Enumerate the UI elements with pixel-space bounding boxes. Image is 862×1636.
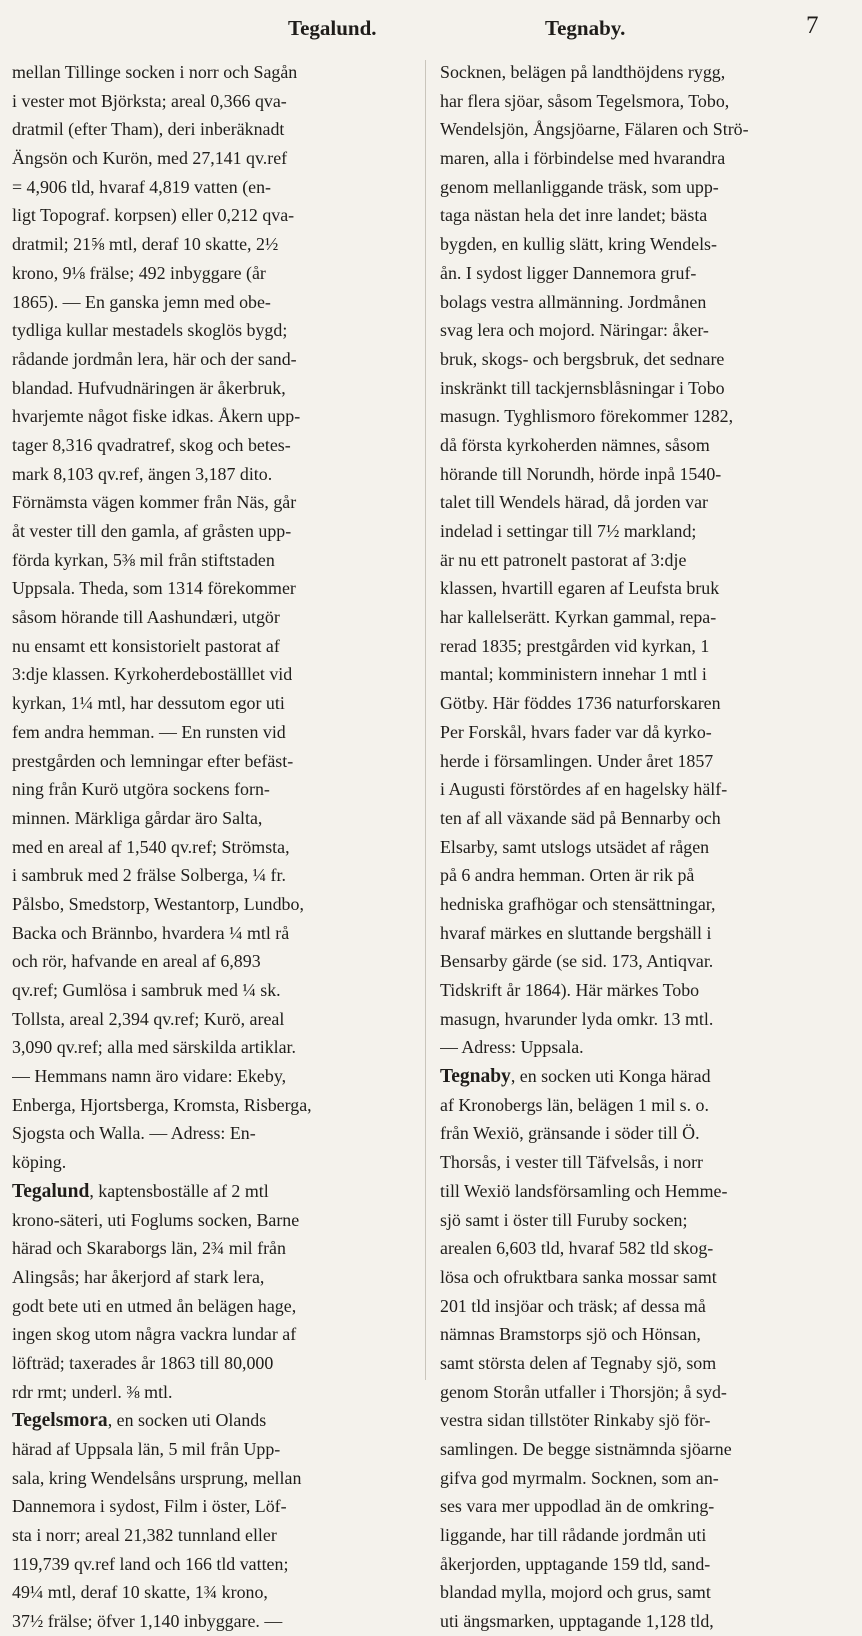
text-line: rdr rmt; underl. ⅜ mtl. <box>12 1381 173 1402</box>
text-line: samt största delen af Tegnaby sjö, som <box>440 1352 717 1373</box>
text-line: blandad mylla, mojord och grus, samt <box>440 1582 711 1603</box>
text-line: hedniska grafhögar och stensättningar, <box>440 893 716 914</box>
text-line: från Wexiö, gränsande i söder till Ö. <box>440 1123 700 1144</box>
text-line: åt vester till den gamla, af gråsten upp- <box>12 521 292 541</box>
text-line: indelad i settingar till 7½ markland; <box>440 521 697 541</box>
text-line: godt bete uti en utmed ån belägen hage, <box>12 1295 297 1316</box>
text-line: tydliga kullar mestadels skoglös bygd; <box>12 320 288 341</box>
text-line: rådande jordmån lera, här och der sand- <box>12 348 297 369</box>
text-line: tager 8,316 qvadratref, skog och betes- <box>12 434 291 455</box>
text-line: Uppsala. Theda, som 1314 förekommer <box>12 578 296 599</box>
text-line: ses vara mer uppodlad än de omkring- <box>440 1496 715 1517</box>
entry-headword: Tegnaby <box>440 1066 511 1088</box>
text-line: maren, alla i förbindelse med hvarandra <box>440 148 726 169</box>
text-line: med en areal af 1,540 qv.ref; Strömsta, <box>12 836 290 857</box>
text-line: Backa och Brännbo, hvardera ¼ mtl rå <box>12 922 290 943</box>
text-line: Elsarby, samt utslogs utsädet af rågen <box>440 836 710 857</box>
running-head-left: Tegalund. <box>288 16 377 40</box>
text-line: krono-säteri, uti Foglums socken, Barne <box>12 1209 300 1230</box>
text-line: hörande till Norundh, hörde inpå 1540- <box>440 463 722 484</box>
text-line: 3,090 qv.ref; alla med särskilda artiklar. <box>12 1037 297 1058</box>
text-line: härad af Uppsala län, 5 mil från Upp- <box>12 1439 281 1459</box>
text-line: ligt Topograf. korpsen) eller 0,212 qva- <box>12 205 295 226</box>
text-line: har flera sjöar, såsom Tegelsmora, Tobo, <box>440 90 730 111</box>
text-line: qv.ref; Gumlösa i sambruk med ¼ sk. <box>12 980 281 1000</box>
text-line: klassen, hvartill egaren af Leufsta bruk <box>440 578 720 599</box>
text-line: ån. I sydost ligger Dannemora gruf- <box>440 262 697 283</box>
entry-headword: Tegelsmora <box>12 1410 108 1432</box>
text-line: Alingsås; har åkerjord af stark lera, <box>12 1266 265 1287</box>
text-line: 37½ frälse; öfver 1,140 inbyggare. — <box>12 1611 283 1632</box>
text-line: nu ensamt ett konsistorielt pastorat af <box>12 635 280 656</box>
text-line: i vester mot Björksta; areal 0,366 qva- <box>12 90 287 111</box>
text-line: prestgården och lemningar efter befäst- <box>12 750 294 771</box>
text-line: mark 8,103 qv.ref, ängen 3,187 dito. <box>12 463 273 484</box>
text-line: = 4,906 tld, hvaraf 4,819 vatten (en- <box>12 176 271 197</box>
text-line: Wendelsjön, Ångsjöarne, Fälaren och Strö- <box>440 119 749 140</box>
text-line: masugn, hvarunder lyda omkr. 13 mtl. <box>440 1008 714 1029</box>
text-line: nämnas Bramstorps sjö och Hönsan, <box>440 1324 701 1345</box>
text-line: bruk, skogs- och bergsbruk, det sednare <box>440 348 725 369</box>
text-line: Tegnaby, en socken uti Konga härad <box>440 1066 711 1088</box>
text-line: mantal; komministern innehar 1 mtl i <box>440 664 707 685</box>
text-line: härad och Skaraborgs län, 2¾ mil från <box>12 1238 286 1259</box>
text-line: i Augusti förstördes af en hagelsky hälf- <box>440 779 728 800</box>
text-line: ten af all växande säd på Bennarby och <box>440 807 721 828</box>
text-line: gifva god myrmalm. Socknen, som an- <box>440 1467 719 1488</box>
text-line: ingen skog utom några vackra lundar af <box>12 1324 297 1345</box>
text-line: herde i församlingen. Under året 1857 <box>440 750 714 771</box>
text-line: har kallelserätt. Kyrkan gammal, repa- <box>440 607 717 628</box>
text-line: sta i norr; areal 21,382 tunnland eller <box>12 1525 277 1546</box>
text-line: sjö samt i öster till Furuby socken; <box>440 1209 688 1230</box>
text-line: samlingen. De begge sistnämnda sjöarne <box>440 1439 732 1459</box>
text-line: Socknen, belägen på landthöjdens rygg, <box>440 62 726 82</box>
text-line: masugn. Tyghlismoro förekommer 1282, <box>440 406 734 427</box>
text-line: till Wexiö landsförsamling och Hemme- <box>440 1180 728 1201</box>
text-line: fem andra hemman. — En runsten vid <box>12 721 286 742</box>
text-line: Tegalund, kaptensboställe af 2 mtl <box>12 1180 269 1202</box>
text-line: Tegelsmora, en socken uti Olands <box>12 1410 267 1432</box>
text-line: svag lera och mojord. Näringar: åker- <box>440 320 709 341</box>
text-line: 49¼ mtl, deraf 10 skatte, 1¾ krono, <box>12 1582 268 1603</box>
text-line: är nu ett patronelt pastorat af 3:dje <box>440 549 687 570</box>
text-line: köping. <box>12 1152 67 1173</box>
text-line: 3:dje klassen. Kyrkoherdeboställlet vid <box>12 664 293 685</box>
text-line: Bensarby gärde (se sid. 173, Antiqvar. <box>440 951 714 972</box>
page-number: 7 <box>806 12 819 39</box>
text-line: Tollsta, areal 2,394 qv.ref; Kurö, areal <box>12 1008 285 1029</box>
text-line: bygden, en kullig slätt, kring Wendels- <box>440 234 717 255</box>
text-line: krono, 9⅛ frälse; 492 inbyggare (år <box>12 262 266 283</box>
text-line: dratmil (efter Tham), deri inberäknadt <box>12 119 285 140</box>
text-line: minnen. Märkliga gårdar äro Salta, <box>12 807 263 828</box>
text-line: taga nästan hela det inre landet; bästa <box>440 205 708 226</box>
text-line: af Kronobergs län, belägen 1 mil s. o. <box>440 1094 709 1115</box>
text-line: i sambruk med 2 frälse Solberga, ¼ fr. <box>12 865 286 886</box>
running-head-right: Tegnaby. <box>545 16 626 40</box>
right-column <box>440 58 838 1636</box>
text-line: mellan Tillinge socken i norr och Sagån <box>12 62 298 82</box>
text-line: liggande, har till rådande jordmån uti <box>440 1525 707 1546</box>
text-line: hvarjemte något fiske idkas. Åkern upp- <box>12 406 301 427</box>
text-line: sala, kring Wendelsåns ursprung, mellan <box>12 1467 302 1488</box>
text-line: Tidskrift år 1864). Här märkes Tobo <box>440 980 700 1000</box>
text-line: rerad 1835; prestgården vid kyrkan, 1 <box>440 635 710 656</box>
text-line: arealen 6,603 tld, hvaraf 582 tld skog- <box>440 1238 714 1259</box>
text-line: Förnämsta vägen kommer från Näs, går <box>12 492 297 513</box>
page-header <box>0 10 862 50</box>
text-line: då första kyrkoherden nämnes, såsom <box>440 434 710 455</box>
text-line: och rör, hafvande en areal af 6,893 <box>12 951 261 972</box>
text-line: blandad. Hufvudnäringen är åkerbruk, <box>12 377 286 398</box>
text-line: hvaraf märkes en sluttande bergshäll i <box>440 922 712 943</box>
text-line: uti ängsmarken, upptagande 1,128 tld, <box>440 1611 714 1632</box>
text-line: inskränkt till tackjernsblåsningar i Tobo <box>440 377 725 398</box>
text-line: Enberga, Hjortsberga, Kromsta, Risberga, <box>12 1094 312 1115</box>
text-line: åkerjorden, upptagande 159 tld, sand- <box>440 1553 711 1574</box>
text-line: talet till Wendels härad, då jorden var <box>440 492 708 513</box>
left-column <box>12 58 406 1636</box>
text-line: 119,739 qv.ref land och 166 tld vatten; <box>12 1553 289 1574</box>
entry-headword: Tegalund <box>12 1180 90 1202</box>
text-line: — Adress: Uppsala. <box>440 1037 584 1058</box>
text-line: vestra sidan tillstöter Rinkaby sjö för- <box>440 1410 711 1431</box>
column-divider <box>425 60 426 1380</box>
text-line: dratmil; 21⅝ mtl, deraf 10 skatte, 2½ <box>12 234 279 255</box>
text-line: Pålsbo, Smedstorp, Westantorp, Lundbo, <box>12 893 304 914</box>
text-line: löfträd; taxerades år 1863 till 80,000 <box>12 1352 274 1373</box>
text-line: Ängsön och Kurön, med 27,141 qv.ref <box>12 148 288 169</box>
text-line: förda kyrkan, 5⅜ mil från stiftstaden <box>12 549 275 570</box>
text-line: såsom hörande till Aashundæri, utgör <box>12 607 280 628</box>
text-line: lösa och ofruktbara sanka mossar samt <box>440 1266 717 1287</box>
text-line: 201 tld insjöar och träsk; af dessa må <box>440 1295 706 1316</box>
text-line: Dannemora i sydost, Film i öster, Löf- <box>12 1496 287 1517</box>
text-line: — Hemmans namn äro vidare: Ekeby, <box>12 1066 287 1087</box>
text-line: 1865). — En ganska jemn med obe- <box>12 291 271 312</box>
text-line: genom mellanliggande träsk, som upp- <box>440 176 719 197</box>
text-line: genom Storån utfaller i Thorsjön; å syd- <box>440 1381 727 1402</box>
text-line: Götby. Här föddes 1736 naturforskaren <box>440 693 721 714</box>
text-line: Thorsås, i vester till Täfvelsås, i norr <box>440 1152 703 1173</box>
text-line: Per Forskål, hvars fader var då kyrko- <box>440 721 712 742</box>
text-line: Sjogsta och Walla. — Adress: En- <box>12 1123 256 1144</box>
text-line: ning från Kurö utgöra sockens forn- <box>12 779 270 800</box>
text-line: på 6 andra hemman. Orten är rik på <box>440 865 695 886</box>
text-line: bolags vestra allmänning. Jordmånen <box>440 291 707 312</box>
text-line: kyrkan, 1¼ mtl, har dessutom egor uti <box>12 693 285 714</box>
